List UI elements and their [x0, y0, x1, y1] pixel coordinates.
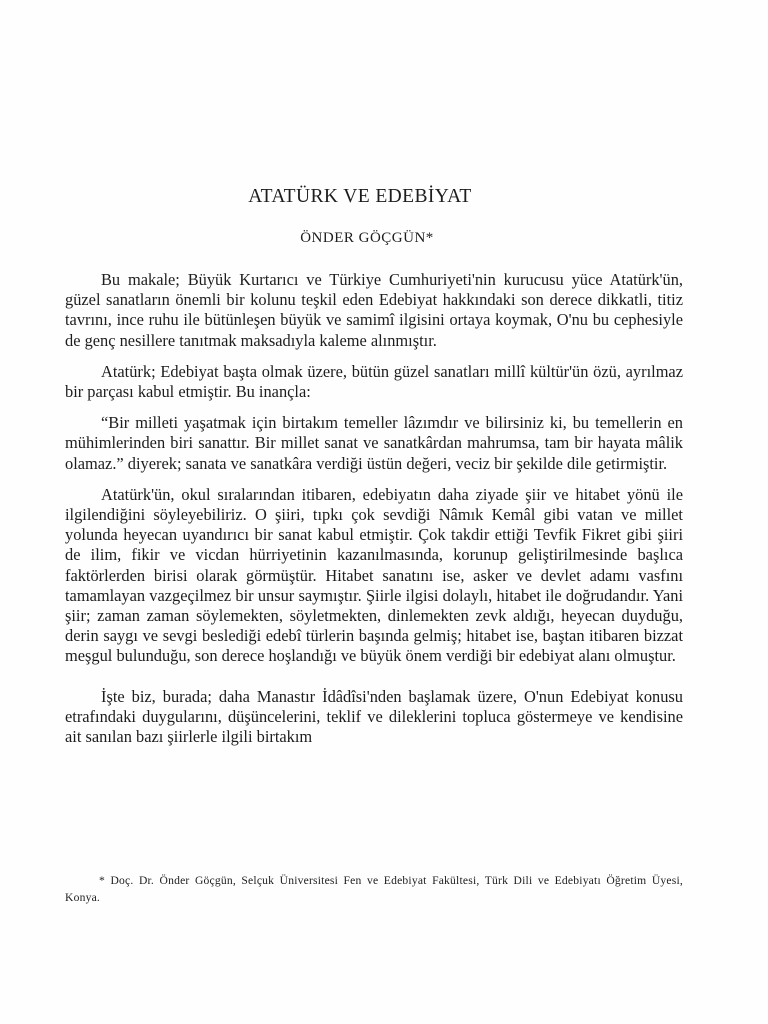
paragraph: Bu makale; Büyük Kurtarıcı ve Türkiye Cumhuriyeti'nin kurucusu yüce Atatürk'ün, güzel sanatların önemli bir kolunu teşkil eden Edebiyat hakkındaki son derece dikkatli, titiz tavrını, ince ruhu ile bütünleşen büyük ve samimî ilgisini ortaya koymak, O'nu bu cephesiyle de genç nesillere tanıtmak maksadıyla kaleme alınmıştır.	[65, 270, 683, 350]
quote-paragraph: “Bir milleti yaşatmak için birtakım temeller lâzımdır ve bilirsiniz ki, bu temellerin en mühimlerinden biri sanattır. Bir millet sanat ve sanatkârdan mahrumsa, tam bir hayata mâlik olamaz.” diyerek; sanata ve sanatkâra verdiği üstün değeri, veciz bir şekilde dile getirmiştir.	[65, 413, 683, 473]
footnote: * Doç. Dr. Önder Göçgün, Selçuk Üniversitesi Fen ve Edebiyat Fakültesi, Türk Dili ve Edebiyatı Öğretim Üyesi, Konya.	[65, 874, 683, 904]
article-author: ÖNDER GÖÇGÜN*	[300, 230, 434, 246]
paragraph: İşte biz, burada; daha Manastır İdâdîsi'nden başlamak üzere, O'nun Edebiyat konusu etrafındaki duygularını, düşüncelerini, teklif ve dileklerini topluca göstermeye ve kendisine ait sanılan bazı şiirlerle ilgili birtakım	[65, 686, 683, 747]
article-title: ATATÜRK VE EDEBİYAT	[248, 186, 472, 207]
paragraph: Atatürk; Edebiyat başta olmak üzere, bütün güzel sanatları millî kültür'ün özü, ayrılmaz bir parçası kabul etmiştir. Bu inançla:	[65, 361, 683, 402]
paragraph: Atatürk'ün, okul sıralarından itibaren, edebiyatın daha ziyade şiir ve hitabet yönü ile ilgilendiğini söyleyebiliriz. O şiiri, tıpkı çok sevdiği Nâmık Kemâl gibi vatan ve millet yolunda heyecan uyandırıcı bir sanat kabul etmiştir. Çok takdir ettiği Tevfik Fikret gibi şiiri de ilim, fikir ve vicdan hürriyetinin kazanılmasında, korunup geliştirilmesinde başlıca faktörlerden birisi olarak görmüştür. Hitabet sanatını ise, asker ve devlet adamı vasfını tamamlayan vazgeçilmez bir unsur saymıştır. Şiirle ilgisi dolaylı, hitabet ile doğrudandır. Yani şiir; zaman zaman söylemekten, söyletmekten, dinlemekten zevk aldığı, heyecan duyduğu, derin saygı ve sevgi beslediği edebî türlerin başında gelmiş; hitabet ise, baştan itibaren bizzat meşgul bulunduğu, son derece hoşlandığı ve büyük önem verdiği bir edebiyat alanı olmuştur.	[65, 484, 683, 666]
article-body	[65, 270, 683, 758]
